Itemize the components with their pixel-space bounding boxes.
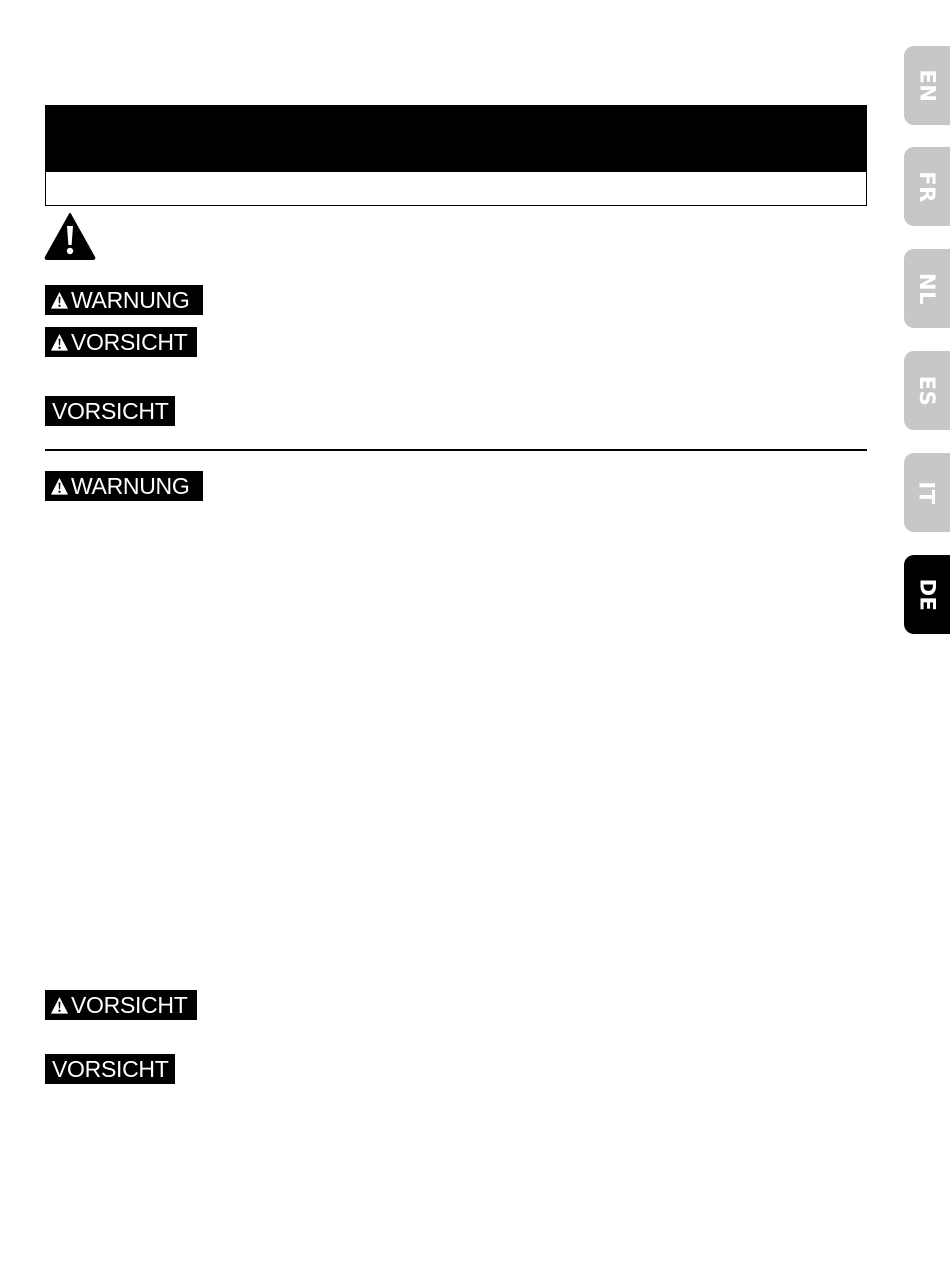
section-divider <box>45 449 867 451</box>
warning-signal-text: WARNUNG <box>71 473 190 499</box>
language-tab-fr[interactable] <box>904 147 950 226</box>
language-tab-it[interactable] <box>904 453 950 532</box>
language-tab-label: EN <box>914 69 939 102</box>
alert-triangle-icon <box>50 477 69 496</box>
notice-signal-label <box>45 1054 175 1084</box>
warning-triangle-icon <box>44 212 96 260</box>
alert-triangle-icon <box>50 333 69 352</box>
language-tab-label: ES <box>914 375 939 406</box>
language-tab-nl[interactable] <box>904 249 950 328</box>
notice-signal-text: VORSICHT <box>52 1056 169 1082</box>
language-tab-label: DE <box>915 578 939 611</box>
language-tab-es[interactable] <box>904 351 950 430</box>
language-tab-en[interactable] <box>904 46 950 125</box>
alert-triangle-icon <box>50 291 69 310</box>
notice-signal-text: VORSICHT <box>52 398 169 424</box>
language-tab-label: NL <box>915 272 939 305</box>
language-tab-label: IT <box>914 480 939 505</box>
warning-signal-label <box>45 285 203 315</box>
section-header-band <box>45 105 867 171</box>
warning-signal-text: WARNUNG <box>71 287 190 313</box>
notice-signal-label <box>45 396 175 426</box>
alert-triangle-icon <box>50 996 69 1015</box>
caution-signal-label <box>45 990 197 1020</box>
warning-signal-label <box>45 471 203 501</box>
language-tab-label: FR <box>914 170 939 203</box>
caution-signal-text: VORSICHT <box>71 329 188 355</box>
language-tab-de[interactable] <box>904 555 950 634</box>
caution-signal-text: VORSICHT <box>71 992 188 1018</box>
caution-signal-label <box>45 327 197 357</box>
section-subheader-box <box>45 171 867 206</box>
